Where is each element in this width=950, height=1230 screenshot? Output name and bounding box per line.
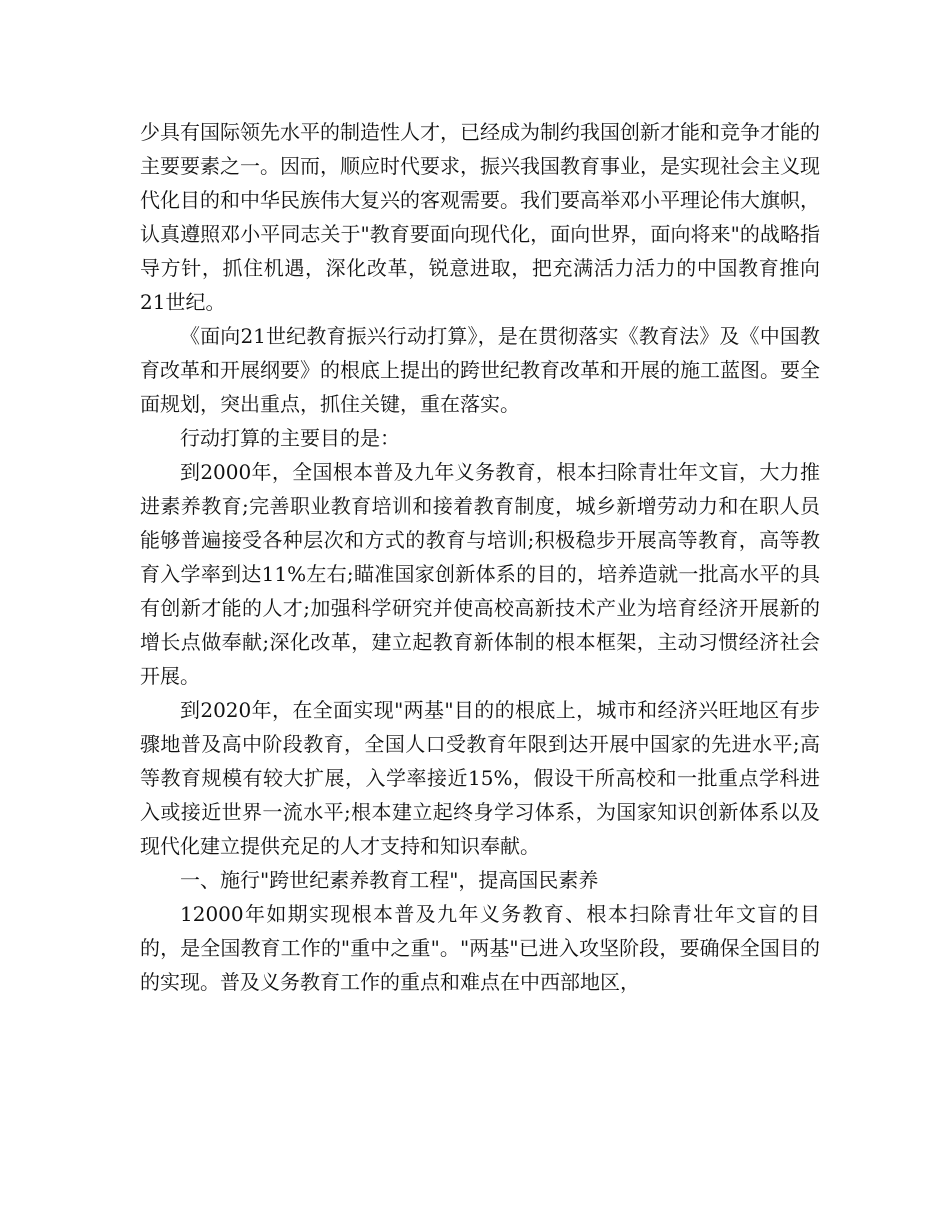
paragraph-main-goals-heading: 行动打算的主要目的是： — [180, 426, 400, 450]
paragraph-intro-continued: 少具有国际领先水平的制造性人才，已经成为制约我国创新才能和竞争才能的主要要素之一。因而，顺应时代要求，振兴我国教育事业，是实现社会主义现代化目的和中华民族伟大复兴的客观需要。我们要高举邓小平理论伟大旗帜，认真遵照邓小平同志关于"教育要面向现代化，面向世界，面向将来"的战略指导方针，抓住机遇，深化改革，锐意进取，把充满活力活力的中国教育推向21世纪。 — [140, 120, 820, 314]
paragraph-goals-2000: 到2000年，全国根本普及九年义务教育，根本扫除青壮年文盲，大力推进素养教育;完善职业教育培训和接着教育制度，城乡新增劳动力和在职人员能够普遍接受各种层次和方式的教育与培训;积极稳步开展高等教育，高等教育入学率到达11%左右;瞄准国家创新体系的目的，培养造就一批高水平的具有创新才能的人才;加强科学研究并使高校高新技术产业为培育经济开展新的增长点做奉献;深化改革，建立起教育新体制的根本框架，主动习惯经济社会开展。 — [140, 460, 820, 688]
section-heading-one: 一、施行"跨世纪素养教育工程"，提高国民素养 — [180, 868, 599, 892]
paragraph-action-plan-overview: 《面向21世纪教育振兴行动打算》，是在贯彻落实《教育法》及《中国教育改革和开展纲要》的根底上提出的跨世纪教育改革和开展的施工蓝图。要全面规划，突出重点，抓住关键，重在落实。 — [140, 324, 820, 416]
document-page — [140, 115, 820, 999]
paragraph-section-one-item-1: 12000年如期实现根本普及九年义务教育、根本扫除青壮年文盲的目的，是全国教育工作的"重中之重"。"两基"已进入攻坚阶段，要确保全国目的的实现。普及义务教育工作的重点和难点在中西部地区， — [140, 902, 820, 994]
paragraph-goals-2020: 到2020年，在全面实现"两基"目的的根底上，城市和经济兴旺地区有步骤地普及高中阶段教育，全国人口受教育年限到达开展中国家的先进水平;高等教育规模有较大扩展，入学率接近15%，假设干所高校和一批重点学科进入或接近世界一流水平;根本建立起终身学习体系，为国家知识创新体系以及现代化建立提供充足的人才支持和知识奉献。 — [140, 698, 820, 858]
